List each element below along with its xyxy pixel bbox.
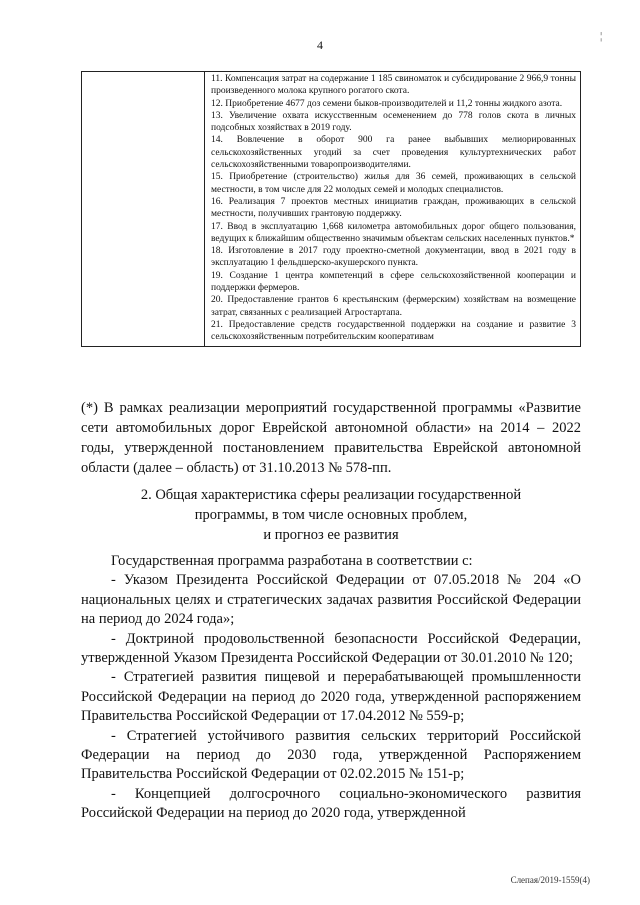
section-title-line: 2. Общая характеристика сферы реализации государственной — [140, 487, 522, 503]
table-left-cell — [82, 72, 205, 347]
list-item: 11. Компенсация затрат на содержание 1 185 свиноматок и субсидирование 2 966,9 тонны произведенного молока крупного рогатого скота. — [211, 74, 576, 97]
list-item: 14. Вовлечение в оборот 900 га ранее выбывших мелиорированных сельскохозяйственных угодий за счет проведения культуртехнических работ сельскохозяйственными товаропроизводителями. — [211, 135, 576, 171]
list-item: 15. Приобретение (строительство) жилья для 36 семей, проживающих в сельской местности, в том числе для 22 молодых семей и молодых специалистов. — [211, 172, 576, 195]
body-text — [81, 552, 581, 824]
section-title — [81, 485, 581, 545]
section-title-line: и прогноз ее развития — [263, 527, 399, 543]
page-number: 4 — [317, 38, 323, 52]
results-table — [81, 71, 581, 347]
list-item: 13. Увеличение охвата искусственным осеменением до 778 голов скота в личных подсобных хозяйствах в 2019 году. — [211, 110, 576, 134]
table-row — [82, 72, 581, 347]
list-item: 20. Предоставление грантов 6 крестьянским (фермерским) хозяйствам на возмещение затрат, связанных с реализацией Агростартапа. — [211, 295, 576, 318]
list-item: 16. Реализация 7 проектов местных инициатив граждан, проживающих в сельской местности, получивших грантовую поддержку. — [211, 196, 576, 220]
table-right-cell — [205, 72, 581, 347]
paragraph: - Указом Президента Российской Федерации от 07.05.2018 № 204 «О национальных целях и стратегических задачах развития Российской Федерации на период до 2024 года»; — [81, 572, 581, 628]
paragraph: - Стратегией устойчивого развития сельских территорий Российской Федерации на период до 2030 года, утвержденной Распоряжением Правительства Российской Федерации от 02.02.2015 № 151-р; — [81, 727, 581, 783]
paragraph: - Концепцией долгосрочного социально-экономического развития Российской Федерации на период до 2020 года, утвержденной — [81, 785, 581, 822]
paragraph: Государственная программа разработана в соответствии с: — [111, 553, 473, 569]
corner-mark: ¦ — [600, 30, 603, 42]
footer-code: Слепая/2019-1559(4) — [510, 875, 590, 885]
list-item: 12. Приобретение 4677 доз семени быков-производителей и 11,2 тонны жидкого азота. — [211, 98, 563, 109]
list-item: 18. Изготовление в 2017 году проектно-сметной документации, ввод в 2021 году в эксплуатацию 1 фельдшерско-акушерского пункта. — [211, 246, 576, 269]
section-title-line: программы, в том числе основных проблем, — [194, 507, 468, 523]
list-item: 21. Предоставление средств государственной поддержки на создание и развитие 3 сельскохозяйственным потребительским кооперативам — [211, 319, 576, 343]
footnote: (*) В рамках реализации мероприятий государственной программы «Развитие сети автомобильных дорог Еврейской автономной области» на 2014 – 2022 годы, утвержденной постановлением правительства Еврейской автономной области (далее – область) от 31.10.2013 № 578-пп. — [81, 400, 581, 476]
list-item: 19. Создание 1 центра компетенций в сфере сельскохозяйственной кооперации и поддержки фермеров. — [211, 270, 576, 294]
paragraph: - Стратегией развития пищевой и перерабатывающей промышленности Российской Федерации на период до 2020 года, утвержденной распоряжением Правительства Российской Федерации от 17.04.2012 № 559-р; — [81, 669, 581, 725]
paragraph: - Доктриной продовольственной безопасности Российской Федерации, утвержденной Указом Президента Российской Федерации от 30.01.2010 № 120; — [81, 630, 581, 667]
list-item: 17. Ввод в эксплуатацию 1,668 километра автомобильных дорог общего пользования, ведущих к ближайшим общественно значимым объектам сельских населенных пунктов.* — [211, 221, 576, 244]
